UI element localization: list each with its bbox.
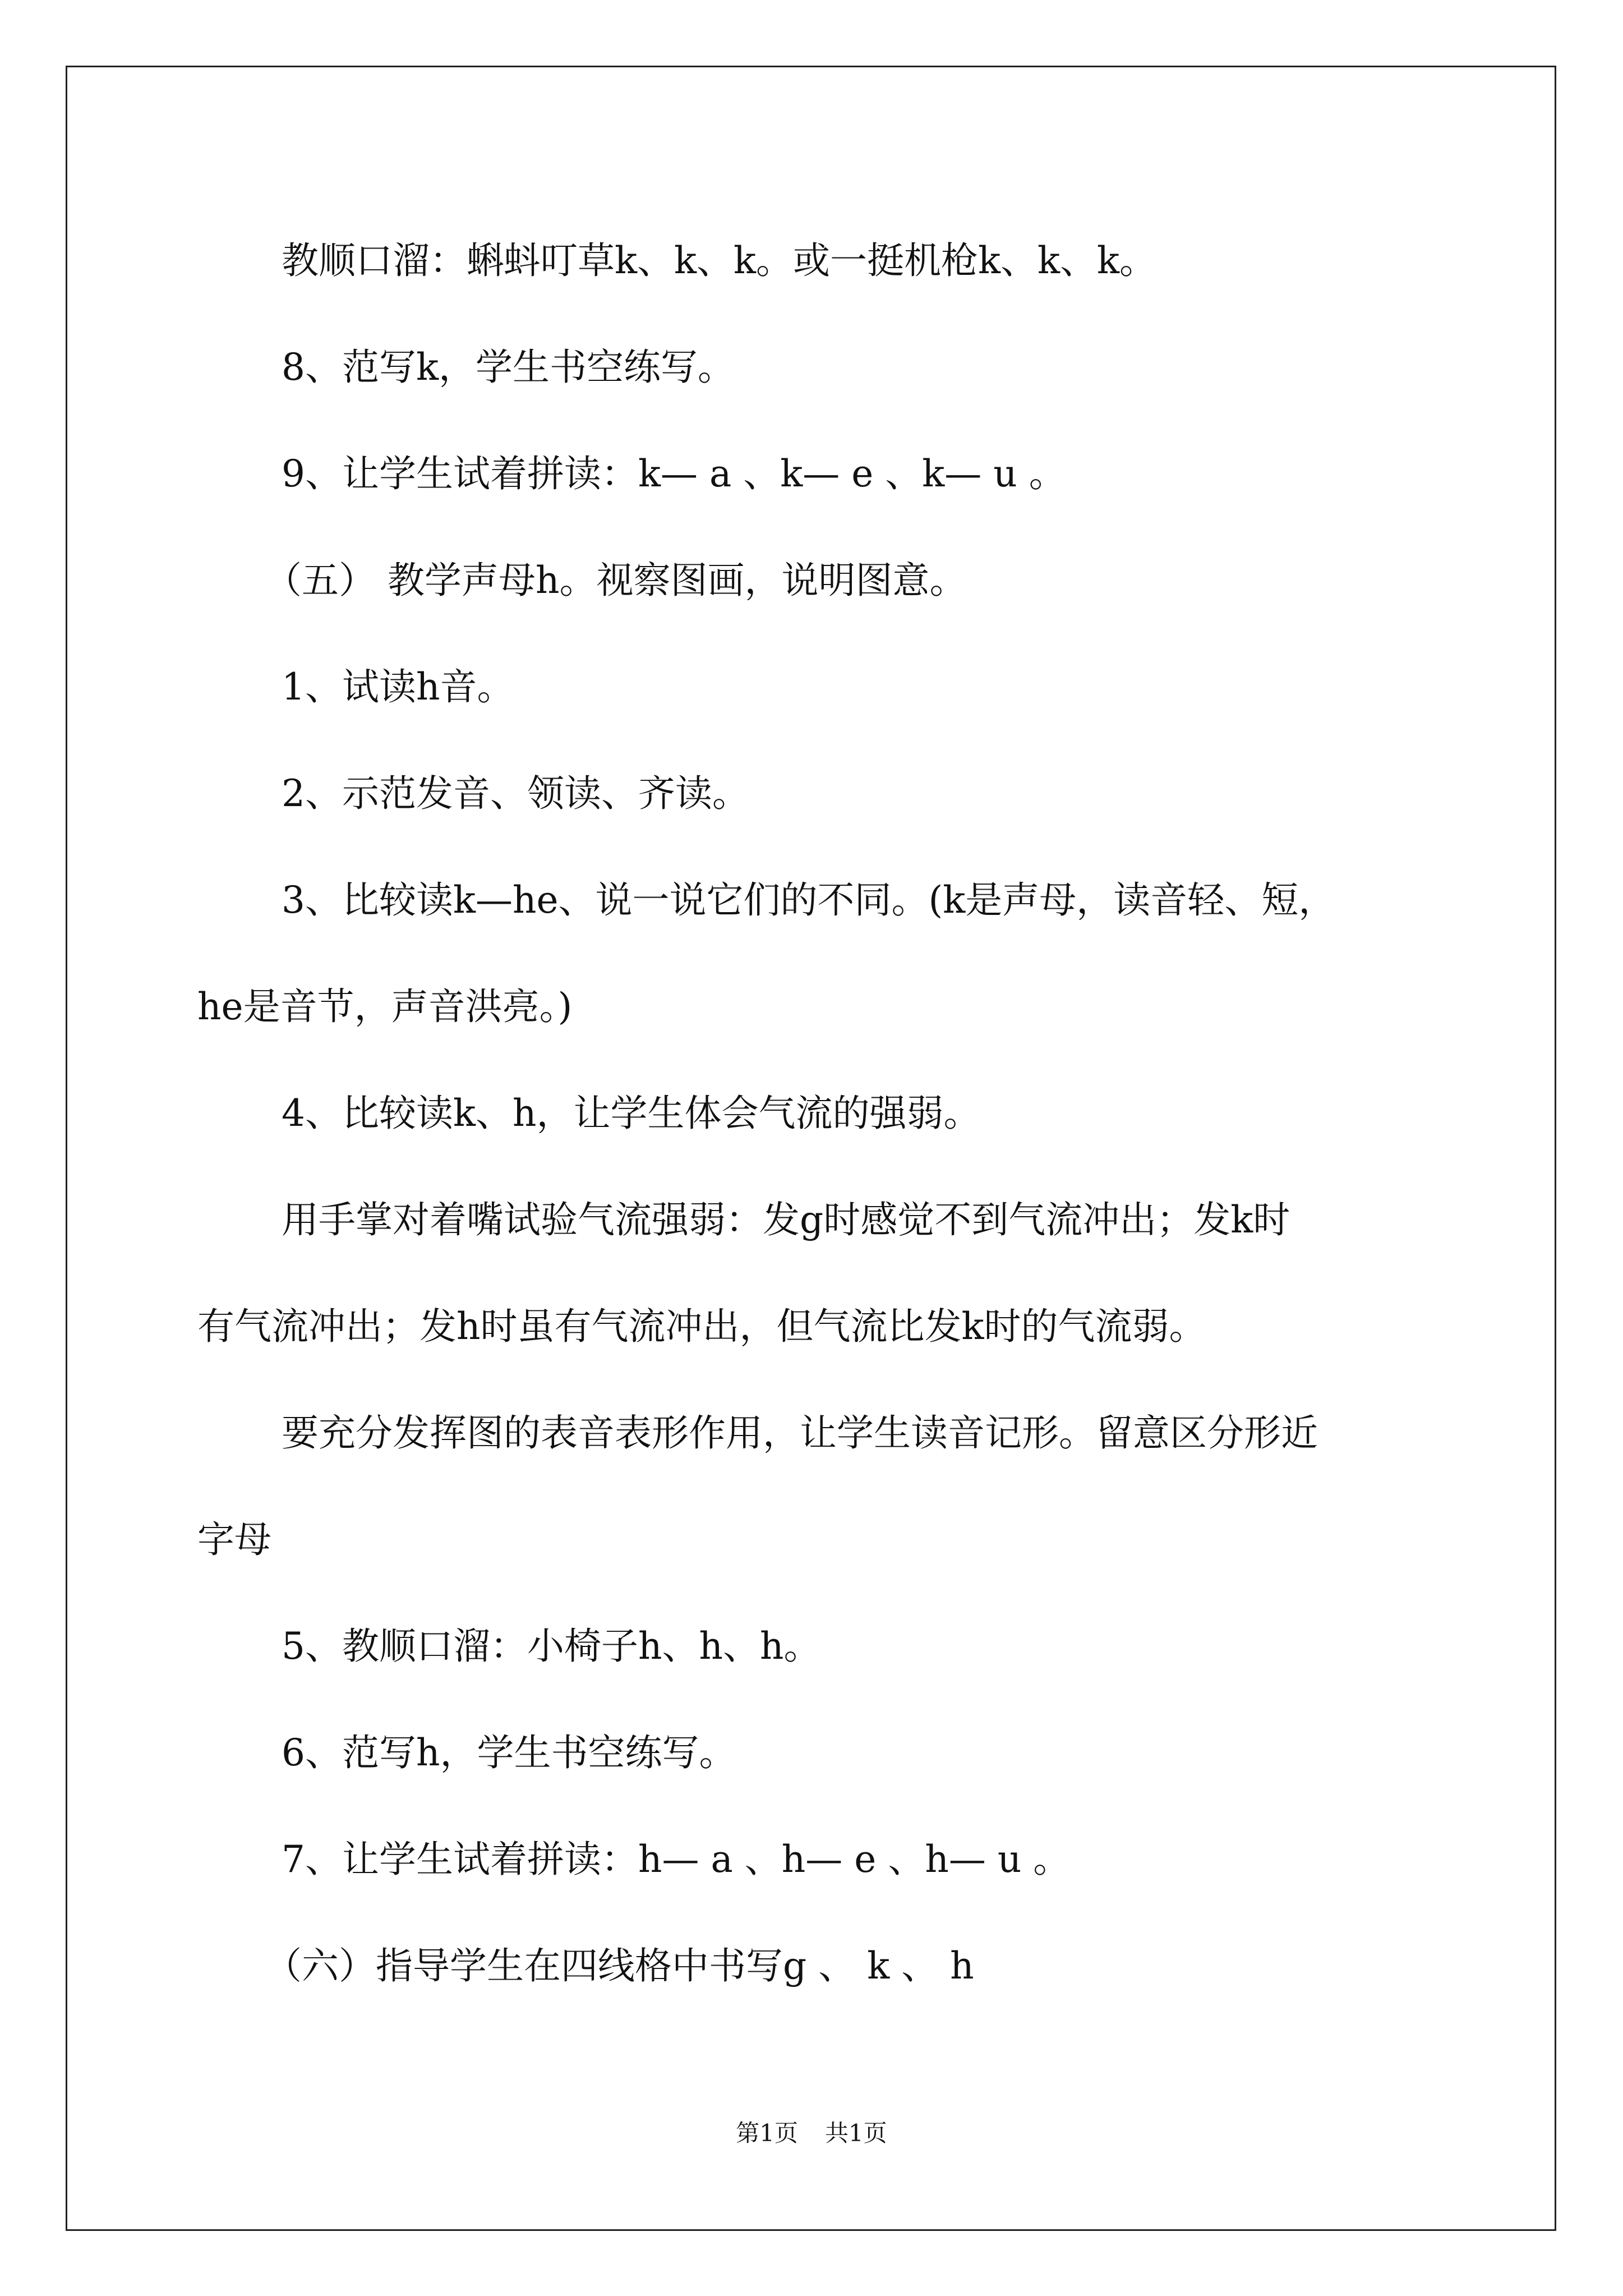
paragraph: 3、比较读k—he、说一说它们的不同。(k是声母，读音轻、短， (282, 878, 1336, 922)
paragraph: 用手掌对着嘴试验气流强弱：发g时感觉不到气流冲出；发k时 (282, 1198, 1290, 1241)
paragraph-continuation: 字母 (197, 1518, 271, 1561)
document-body (197, 208, 1459, 2019)
section-heading: （六）指导学生在四线格中书写g 、 k 、 h (265, 1944, 974, 1987)
page-footer (0, 2115, 1623, 2148)
paragraph: 要充分发挥图的表音表形作用，让学生读音记形。留意区分形近 (282, 1411, 1318, 1455)
page-number: 第1页 (736, 2119, 798, 2147)
paragraph-continuation: 有气流冲出；发h时虽有气流冲出，但气流比发k时的气流弱。 (197, 1305, 1206, 1348)
paragraph: 2、示范发音、领读、齐读。 (282, 772, 749, 815)
paragraph: 4、比较读k、h，让学生体会气流的强弱。 (282, 1092, 981, 1135)
paragraph: 7、让学生试着拼读：h— a 、h— e 、h— u 。 (282, 1838, 1071, 1881)
section-heading: （五） 教学声母h。视察图画，说明图意。 (265, 559, 967, 602)
paragraph-continuation: he是音节，声音洪亮。) (197, 985, 573, 1028)
paragraph: 1、试读h音。 (282, 665, 514, 708)
paragraph: 9、让学生试着拼读：k— a 、k— e 、k— u 。 (282, 452, 1066, 495)
paragraph: 教顺口溜：蝌蚪叮草k、k、k。或一挺机枪k、k、k。 (282, 239, 1156, 282)
paragraph: 8、范写k，学生书空练写。 (282, 346, 735, 389)
page-total: 共1页 (825, 2119, 887, 2147)
paragraph: 6、范写h，学生书空练写。 (282, 1731, 736, 1774)
paragraph: 5、教顺口溜：小椅子h、h、h。 (282, 1625, 821, 1668)
